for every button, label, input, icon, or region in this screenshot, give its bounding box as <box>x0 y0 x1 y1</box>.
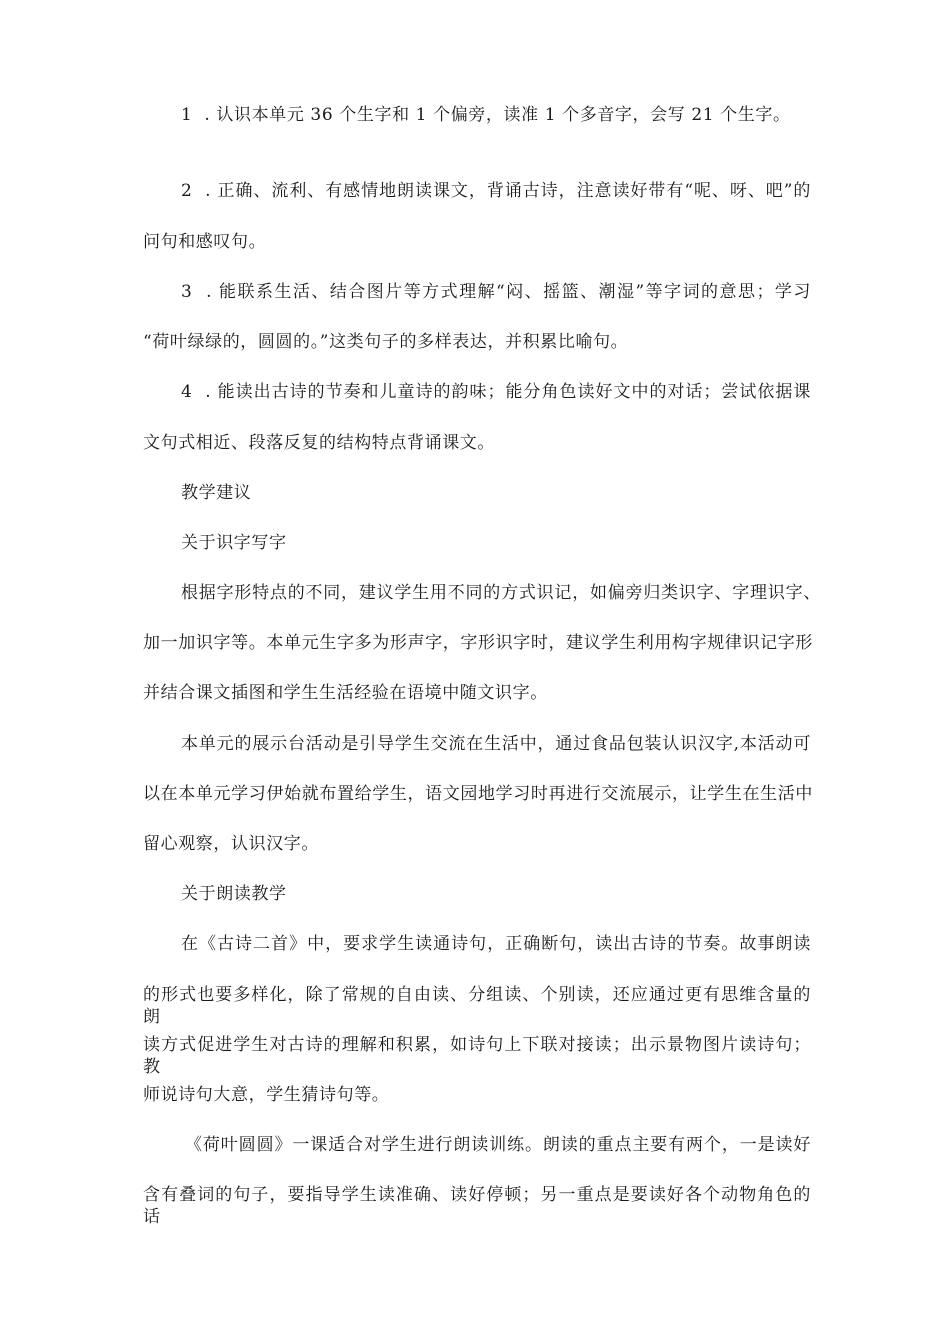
subheading-literacy-writing: 关于识字写字 <box>181 533 287 553</box>
subheading-reading-teaching: 关于朗读教学 <box>181 884 287 904</box>
objective-2-line-1: 2 . 正确、流利、有感情地朗读课文，背诵古诗，注意读好带有“呢、呀、吧”的 <box>181 181 811 201</box>
paragraph-poems-line-4: 师说诗句大意，学生猜诗句等。 <box>143 1085 390 1105</box>
paragraph-lotus-line-1: 《荷叶圆圆》一课适合对学生进行朗读训练。朗读的重点主要有两个，一是读好 <box>185 1135 811 1155</box>
objective-1: 1 . 认识本单元 36 个生字和 1 个偏旁，读准 1 个多音字，会写 21 个生字。 <box>181 105 791 125</box>
paragraph-literacy-line-1: 根据字形特点的不同，建议学生用不同的方式识记，如偏旁归类识字、字理识字、 <box>181 583 821 603</box>
paragraph-poems-line-2: 的形式也要多样化，除了常规的自由读、分组读、个别读，还应通过更有思维含量的朗 <box>143 985 811 1027</box>
paragraph-poems-line-1: 在《古诗二首》中，要求学生读通诗句，正确断句，读出古诗的节奏。故事朗读 <box>181 934 811 954</box>
section-heading-teaching-suggestions: 教学建议 <box>181 483 252 503</box>
paragraph-lotus-line-2: 含有叠词的句子，要指导学生读准确、读好停顿；另一重点是要读好各个动物角色的话 <box>143 1185 811 1227</box>
paragraph-poems-line-3: 读方式促进学生对古诗的理解和积累，如诗句上下联对接读；出示景物图片读诗句；教 <box>143 1035 811 1077</box>
paragraph-literacy-line-2: 加一加识字等。本单元生字多为形声字，字形识字时，建议学生利用构字规律识记字形 <box>143 633 813 653</box>
objective-3-line-1: 3 . 能联系生活、结合图片等方式理解“闷、摇篮、潮湿”等字词的意思；学习 <box>181 282 811 302</box>
paragraph-literacy-line-3: 并结合课文插图和学生生活经验在语境中随文识字。 <box>143 683 548 703</box>
objective-4-line-2: 文句式相近、段落反复的结构特点背诵课文。 <box>143 433 495 453</box>
objective-4-line-1: 4 . 能读出古诗的节奏和儿童诗的韵味；能分角色读好文中的对话；尝试依据课 <box>181 382 811 402</box>
objective-2-line-2: 问句和感叹句。 <box>143 232 267 252</box>
paragraph-showcase-line-1: 本单元的展示台活动是引导学生交流在生活中，通过食品包装认识汉字,本活动可 <box>181 734 811 754</box>
paragraph-showcase-line-3: 留心观察，认识汉字。 <box>143 834 319 854</box>
objective-3-line-2: “荷叶绿绿的，圆圆的。”这类句子的多样表达，并积累比喻句。 <box>143 332 629 352</box>
paragraph-showcase-line-2: 以在本单元学习伊始就布置给学生，语文园地学习时再进行交流展示，让学生在生活中 <box>143 784 813 804</box>
